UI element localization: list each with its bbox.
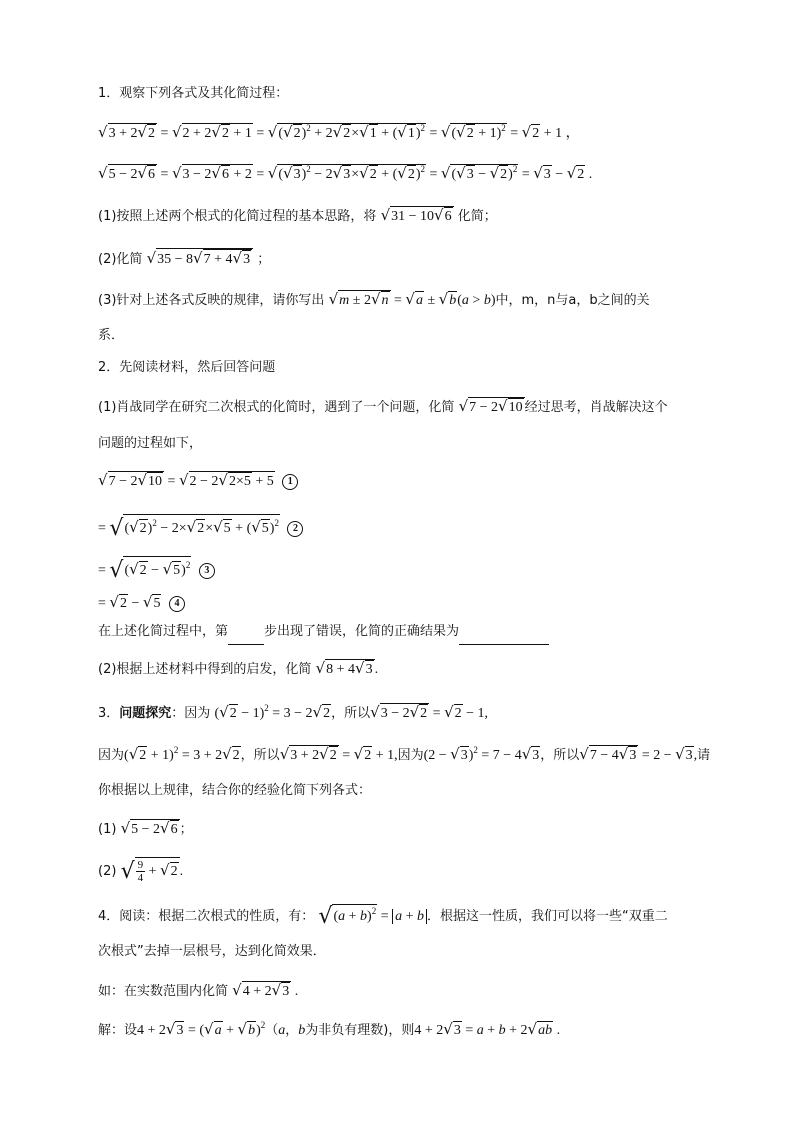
q1-formula-1: $√3 + 2√2 = √2 + 2√2 + 1 = √(√2)^2 + 2√2\times√1 + (√1)^2 = √(√2 + 1)^2 = √2 + 1$ ， (98, 123, 580, 141)
q3-line-3: 你根据以上规律，结合你的经验化简下列各式： (98, 783, 372, 798)
q2-step-1: √7 − 2√10 = √2 − 2√2×5 + 5 1 (98, 470, 704, 492)
q2-step-2: = $√(√2)^2 - 2\times√2\times√5 + (√5)^2$ 2 (98, 514, 704, 536)
q2-title: 2．先阅读材料，然后回答问题 (98, 360, 276, 375)
q1-formula-2: $√5 - 2√6 = √3 - 2√6 + 2 = √(√3)^2 - 2√3\times√2 + (√2)^2 = √(√3 - √2)^2 = √3 - √2$ . (98, 164, 593, 182)
q3-line-2: 因为$(√2 + 1)^2 = 3 + 2√2$，所以√3 + 2√2 = √2 + 1,因为$(2 - √3)^2 = 7 - 4√3$，所以√7 − 4√3 = 2 − √3,请 (98, 745, 711, 763)
q1-part1: (1)按照上述两个根式的化简过程的基本思路，将 √31 − 10√6 化简； (98, 206, 497, 224)
q2-fill: 在上述化简过程中，第 步出现了错误，化简的正确结果为 (98, 622, 704, 644)
step-marker-1: 1 (282, 474, 298, 490)
q2-step-4: = √2 − √5 4 (98, 592, 704, 614)
q1-part3: (3)针对上述各式反映的规律，请你写出 √m ± 2√n = √a ± √b(a > b)中，m，n与a，b之间的关 (98, 290, 650, 308)
q2-part1: (1)肖战同学在研究二次根式的化简时，遇到了一个问题，化简 √7 − 2√10 经过思考，肖战解决这个 (98, 397, 668, 415)
q3-title: 3．问题探究：因为 $(√2 - 1)^2 = 3 - 2√2$，所以√3 − 2√2 = √2 − 1, (98, 703, 489, 721)
q2-part1-wrap: 问题的过程如下， (98, 436, 203, 451)
q1-part3-wrap: 系． (98, 328, 125, 343)
q3-part2: (2) √ $\frac{9}{4}$ + √2 . (98, 859, 184, 885)
step-marker-3: 3 (199, 563, 215, 579)
q4-example: 如：在实数范围内化简 √4 + 2√3 . (98, 981, 299, 999)
q2-step-3: = $√(√2 - √5)^2$ 3 (98, 556, 704, 578)
q1-title: 1．观察下列各式及其化简过程： (98, 86, 289, 101)
q3-part1: (1) √5 − 2√6 ； (98, 819, 193, 837)
q1-part2: (2)化简 √35 − 8√7 + 4√3 ； (98, 249, 271, 267)
q4-solution: 解：设$4 + 2√3 = (√a + √b)^2(a$，b为非负有理数)，则4 + 2√3 = a + b + 2√ab . (98, 1020, 561, 1038)
q4-title: 4．阅读：根据二次根式的性质，有： $√(a + b)^2 = a + b$ ．根据这一性质，我们可以将一些“双重二 (98, 904, 668, 929)
answer-blank-step[interactable] (228, 624, 264, 645)
q2-part2: (2)根据上述材料中得到的启发，化简 √8 + 4√3 . (98, 659, 379, 677)
answer-blank-result[interactable] (459, 624, 549, 645)
step-marker-2: 2 (287, 521, 303, 537)
q4-line-2: 次根式”去掉一层根号，达到化简效果． (98, 944, 326, 959)
step-marker-4: 4 (169, 596, 185, 612)
